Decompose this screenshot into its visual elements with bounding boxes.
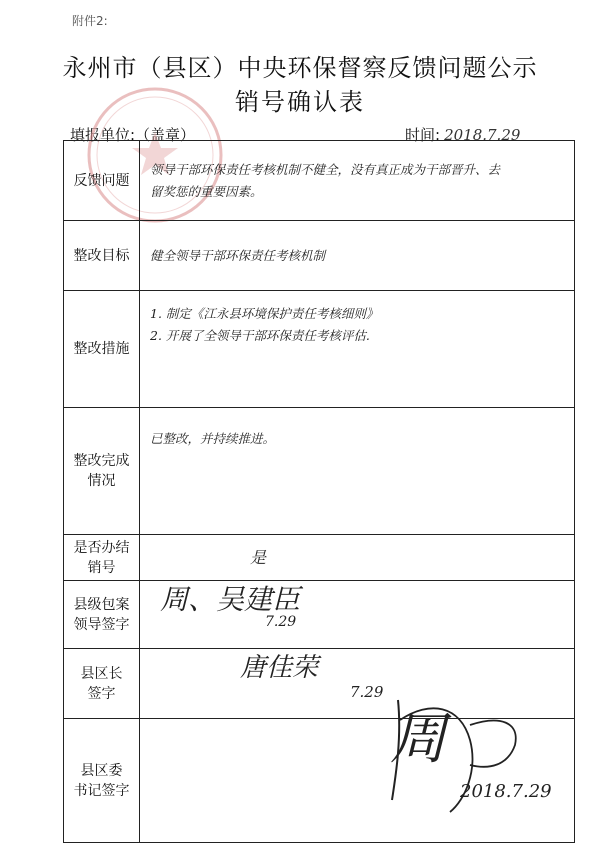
row-label-party-secretary — [64, 719, 140, 843]
row-content-goal — [140, 221, 575, 291]
table-row — [64, 719, 575, 843]
county-leader-sign-date: 7.29 — [265, 614, 297, 630]
table-row — [64, 291, 575, 408]
county-head-sign-date: 7.29 — [350, 683, 384, 701]
time-value: 2018.7.29 — [444, 126, 521, 144]
content-line: 领导干部环保责任考核机制不健全，没有真正成为干部晋升、去 — [150, 161, 501, 177]
row-content-measures — [140, 291, 575, 408]
time-label: 时间: — [405, 126, 441, 144]
row-content-completion — [140, 408, 575, 535]
content-line: 健全领导干部环保责任考核机制 — [150, 247, 326, 263]
label-line: 县区长 — [80, 665, 123, 682]
page-title: 永州市（县区）中央环保督察反馈问题公示 — [62, 54, 538, 82]
row-label-closed — [64, 535, 140, 581]
confirmation-table — [63, 140, 575, 843]
label-line: 领导签字 — [73, 616, 130, 633]
closed-value: 是 — [250, 547, 267, 567]
table-row — [64, 535, 575, 581]
row-label-county-head — [64, 649, 140, 719]
label-line: 签字 — [87, 685, 116, 702]
content-line: 已整改，并持续推进。 — [150, 431, 276, 446]
row-content-closed — [140, 535, 575, 581]
label-line: 整改完成 — [73, 453, 130, 469]
page-subtitle: 销号确认表 — [235, 88, 365, 116]
content-line: 1. 制定《江永县环境保护责任考核细则》 — [150, 306, 379, 321]
table-row — [64, 141, 575, 221]
row-label-completion — [64, 408, 140, 535]
row-content-county-head — [140, 649, 575, 719]
label-line: 县级包案 — [73, 596, 130, 613]
table-row — [64, 221, 575, 291]
label-line: 书记签字 — [73, 782, 130, 799]
county-leader-signature: 周、吴建臣 — [160, 583, 301, 616]
label-line: 是否办结 — [73, 539, 130, 556]
label-line: 县区委 — [80, 762, 123, 779]
party-secretary-sign-date: 2018.7.29 — [460, 781, 552, 802]
table-row — [64, 581, 575, 649]
content-line: 留奖惩的重要因素。 — [150, 183, 263, 199]
county-head-signature: 唐佳荣 — [240, 653, 319, 683]
annex-label: 附件2: — [72, 14, 108, 28]
content-line: 2. 开展了全领导干部环保责任考核评估. — [150, 328, 370, 343]
row-content-feedback — [140, 141, 575, 221]
label-line: 销号 — [87, 559, 116, 576]
row-content-county-leader — [140, 581, 575, 649]
filler-label: 填报单位:（盖章） — [70, 126, 196, 144]
party-secretary-signature: 周 — [390, 707, 446, 772]
table-row — [64, 408, 575, 535]
row-label-measures: 整改措施 — [64, 291, 140, 408]
row-content-party-secretary — [140, 707, 575, 843]
row-label-county-leader — [64, 581, 140, 649]
label-line: 情况 — [87, 473, 116, 489]
table-row — [64, 649, 575, 719]
row-label-goal: 整改目标 — [64, 221, 140, 291]
row-label-feedback: 反馈问题 — [64, 141, 140, 221]
